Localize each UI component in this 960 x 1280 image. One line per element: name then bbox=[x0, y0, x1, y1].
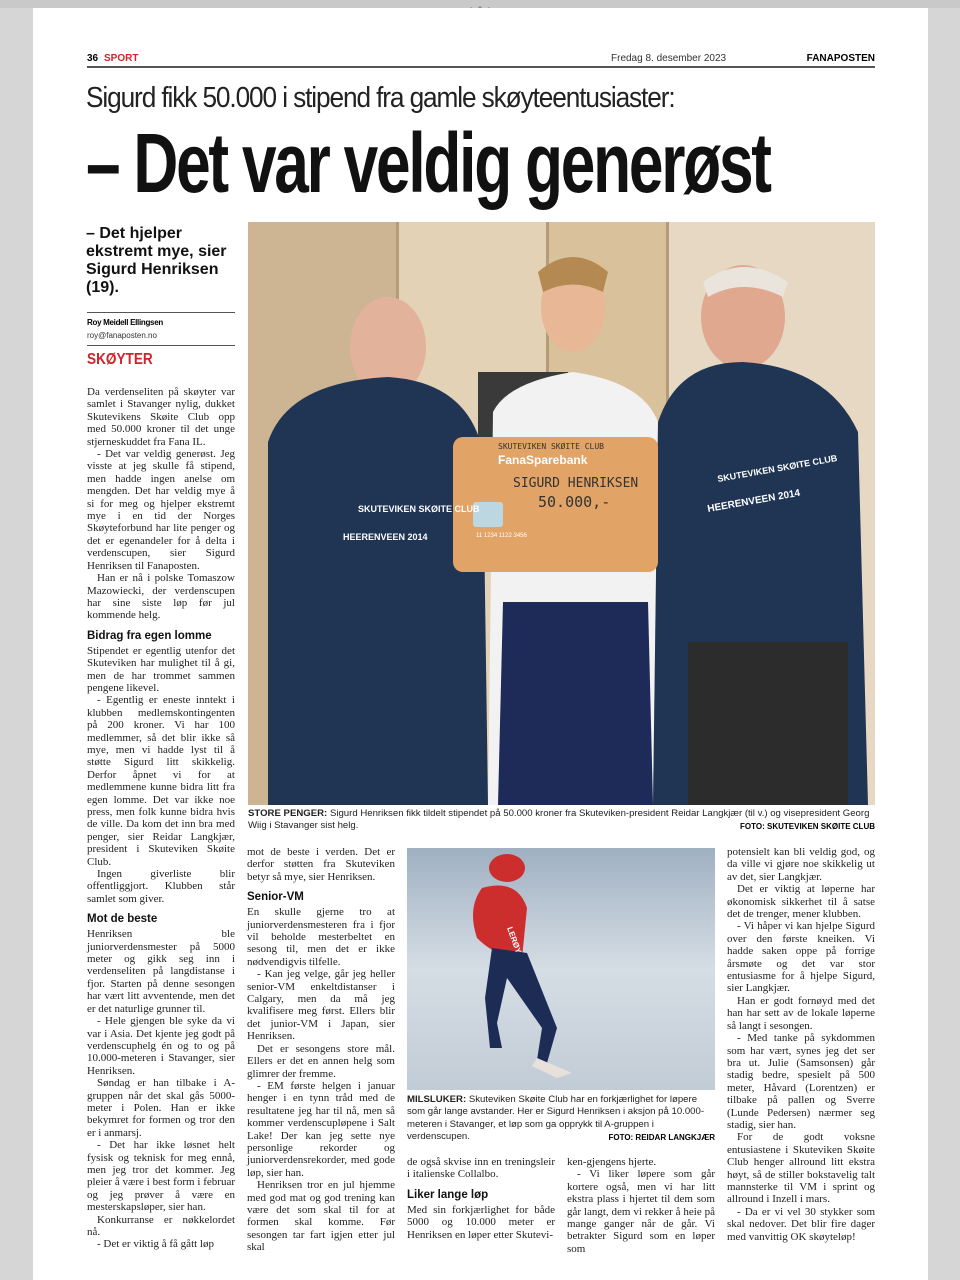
issue-date: Fredag 8. desember 2023 bbox=[611, 53, 727, 64]
paragraph: Ingen giverliste blir offentliggjort. Klubben står samlet som giver. bbox=[87, 868, 235, 905]
paragraph: Det er viktig at løperne har økonomisk sikkerhet til å satse det de trenger, mener klubben. bbox=[727, 883, 875, 921]
article-ingress: – Det hjelper ekstremt mye, sier Sigurd Henriksen (19). bbox=[86, 225, 227, 296]
paragraph: - Vi håper vi kan hjelpe Sigurd over den første kneiken. Vi hadde saken oppe på forrige årsmøte og det var stor entusiasme for å hjelpe Sigurd, sier Langkjær. bbox=[727, 920, 875, 995]
byline-rule-bottom bbox=[87, 345, 235, 346]
article-column-5 bbox=[727, 846, 875, 1243]
paragraph: - Egentlig er eneste inntekt i klubben medlemskontingenten på 200 kroner. Vi har 100 medlemmer, så det blir ikke så mye, men vi hadde lyst til å støtte Sigurd litt skikkelig. Derfor åpnet vi for at medlemmene kunne bidra litt fra egen lomme. Det var ikke noe press, men folk kunne bidra hvis de ville. Da kom det inn bra med penger, sier Reidar Langkjær, president i Skuteviken Skøite Club. bbox=[87, 694, 235, 868]
paragraph: Henriksen ble juniorverdensmester på 5000 meter og gikk seg inn i verdenseliten på langdistanse i fjor. Starten på denne sesongen har vært litt avventende, men det er det naturlige grunner til. bbox=[87, 928, 235, 1015]
sweater-text-right: SKUTEVIKEN SKØITE CLUB bbox=[716, 453, 839, 484]
byline-rule-top bbox=[87, 312, 235, 313]
byline-email[interactable]: roy@fanaposten.no bbox=[87, 331, 157, 340]
subheading: Mot de beste bbox=[87, 913, 158, 926]
paragraph: - EM første helgen i januar henger i en tynn tråd med de resultatene jeg har til nå, men så kommer verdenscupløpene i Salt Lake! Der kan jeg sette nye personlige rekorder og juniorverdensrekorder, med gode løp, sier han. bbox=[247, 1079, 395, 1179]
folio-rule bbox=[87, 66, 875, 68]
paragraph: Han er godt fornøyd med det han har sett av de lokale løperne så langt i sesongen. bbox=[727, 994, 875, 1032]
paragraph: Med sin forkjærlighet for både 5000 og 10.000 meter er Henriksen en løper etter Skutevi- bbox=[407, 1203, 555, 1241]
sweater-event-right: HEERENVEEN 2014 bbox=[706, 487, 802, 515]
article-kicker: Sigurd fikk 50.000 i stipend fra gamle skøyteentusiaster: bbox=[86, 82, 675, 114]
main-photo-credit: FOTO: SKUTEVIKEN SKØITE CLUB bbox=[740, 822, 875, 831]
card-amount-text: 50.000,- bbox=[538, 493, 611, 511]
subheading: Bidrag fra egen lomme bbox=[87, 629, 212, 642]
card-bank-text: FanaSparebank bbox=[498, 453, 588, 467]
suit-sponsor-text: LERØY bbox=[505, 925, 524, 955]
paragraph: - Da er vi vel 30 stykker som skal nedover. Det blir fire dager med vanvittig OK skøyteløp! bbox=[727, 1205, 875, 1243]
paragraph: Stipendet er egentlig utenfor det Skuteviken har mulighet til å gi, men de har trommet sammen pengene likevel. bbox=[87, 644, 235, 694]
section-label: SPORT bbox=[104, 53, 139, 64]
article-column-4 bbox=[567, 1156, 715, 1255]
paragraph: - Det var veldig generøst. Jeg visste at jeg skulle få stipend, men hadde ingen anelse om mengden. Det har veldig mye å si for meg og hjelper ekstremt mye i en tid der Norges Skøyteforbund har lite penger og det er egenandeler for å delta i verdenscupen, sier Sigurd Henriksen til Fanaposten. bbox=[87, 448, 235, 572]
subheading: Liker lange løp bbox=[407, 1188, 489, 1201]
paragraph: Da verdenseliten på skøyter var samlet i Stavanger nylig, dukket Skutevikens Skøite Club opp med 50.000 kroner til det unge stjerneskuddet fra Fana IL. bbox=[87, 386, 235, 448]
paragraph: ken-gjengens hjerte. bbox=[567, 1156, 657, 1168]
paragraph: - Kan jeg velge, går jeg heller senior-VM enkeltdistanser i Calgary, men da må jeg kvalifisere meg først. Ellers blir det junior-VM i Japan, sier Henriksen. bbox=[247, 968, 395, 1043]
article-column-1 bbox=[87, 386, 235, 1251]
paragraph: - Vi liker løpere som går kortere også, men vi har litt ekstra plass i hjertet til dem som går langt, dem vi rekker å heie på mange ganger når de går. Vi betrakter Sigurd som en løper som bbox=[567, 1168, 715, 1255]
skater-photo bbox=[407, 848, 715, 1090]
paragraph: - Det er viktig å få gått løp bbox=[97, 1238, 214, 1251]
caption-text: Skuteviken Skøite Club har en forkjærlighet for løpere som går lange avstander. Her er Sigurd Henriksen i aksjon på 10.000-meteren i Stavanger, et løp som ga opprykk til A-gruppen i verdenscupen. bbox=[407, 1094, 705, 1142]
article-column-2 bbox=[247, 846, 395, 1254]
caption-lead: STORE PENGER: bbox=[248, 808, 328, 819]
paragraph: - Hele gjengen ble syke da vi var i Asia. Det kjente jeg godt på verdenscuphelg én og to og på 10.000-meteren i Stavanger, sier Henriksen. bbox=[87, 1015, 235, 1077]
sweater-text-left: SKUTEVIKEN SKØITE CLUB bbox=[358, 504, 480, 514]
paragraph: Det er sesongens store mål. Ellers er det en annen helg som glimrer der fremme. bbox=[247, 1042, 395, 1080]
paragraph: mot de beste i verden. Det er derfor støtten fra Skuteviken betyr så mye, sier Henriksen. bbox=[247, 846, 395, 883]
paragraph: Konkurranse er nøkkelordet nå. bbox=[87, 1213, 235, 1238]
paragraph: Henriksen tror en jul hjemme med god mat og god trening kan være det som skal til for at formen skal komme. Før sesongen tar fart igjen etter jul skal bbox=[247, 1179, 395, 1254]
card-number-text: 11 1234 1122 3456 bbox=[476, 533, 527, 539]
article-headline: – Det var veldig generøst bbox=[86, 116, 770, 210]
card-club-text: SKUTEVIKEN SKØITE CLUB bbox=[498, 442, 604, 451]
topic-tag: SKØYTER bbox=[87, 351, 153, 368]
paragraph: Søndag er han tilbake i A-gruppen når det skal gås 5000-meter i Polen. Han er ikke bekymret for formen og tror den er i anmarsj. bbox=[87, 1077, 235, 1139]
main-photo bbox=[248, 222, 875, 805]
caption-lead: MILSLUKER: bbox=[407, 1094, 467, 1105]
caption-text: Sigurd Henriksen fikk tildelt stipendet på 50.000 kroner fra Skuteviken-president Reidar Langkjær (til v.) og visepresident Georg Wiig i Stavanger sist helg. bbox=[248, 808, 870, 832]
card-name-text: SIGURD HENRIKSEN bbox=[513, 476, 639, 491]
paragraph: En skulle gjerne tro at juniorverdensmesteren fra i fjor vil beholde mesterbeltet en sesong til, men det er ikke nødvendigvis tilfelle. bbox=[247, 906, 395, 968]
paper-name: FANAPOSTEN bbox=[806, 53, 875, 64]
byline-author: Roy Meidell Ellingsen bbox=[87, 318, 163, 327]
page-folio bbox=[87, 53, 875, 67]
paragraph: potensielt kan bli veldig god, og da ville vi gjøre noe skikkelig ut av det, sier Langkjær. bbox=[727, 846, 875, 883]
paragraph: - Med tanke på sykdommen som har vært, synes jeg det ser bra ut. Julie (Samsonsen) går stadig bedre, spesielt på 500 meter, Håvard (Lorentzen) er tilbake på pallen og Sverre (Lunde Pedersen) nærmer seg stadig, sier han. bbox=[727, 1032, 875, 1131]
paragraph: de også skvise inn en treningsleir i italienske Collalbo. bbox=[407, 1156, 555, 1181]
subheading: Senior-VM bbox=[247, 891, 304, 904]
article-column-3 bbox=[407, 1156, 555, 1241]
page-number: 36 bbox=[87, 53, 99, 64]
sweater-event-left: HEERENVEEN 2014 bbox=[343, 532, 428, 542]
paragraph: - Det har ikke løsnet helt fysisk og teknisk for meg ennå, men jeg tror det kommer. Jeg pleier å være i best form i februar og jeg prøver å være en mesterskapsløper, sier han. bbox=[87, 1139, 235, 1214]
skater-photo-credit: FOTO: REIDAR LANGKJÆR bbox=[608, 1133, 715, 1142]
paragraph: Han er nå i polske Tomaszow Mazowiecki, der verdenscupen har sine siste løp før jul kommende helg. bbox=[87, 572, 235, 622]
paragraph: For de godt voksne entusiastene i Skuteviken Skøite Club henger allround litt ekstra høyt, så de stiller bokstavelig talt mannsterke til VM i sprint og allround i Inzell i mars. bbox=[727, 1131, 875, 1206]
